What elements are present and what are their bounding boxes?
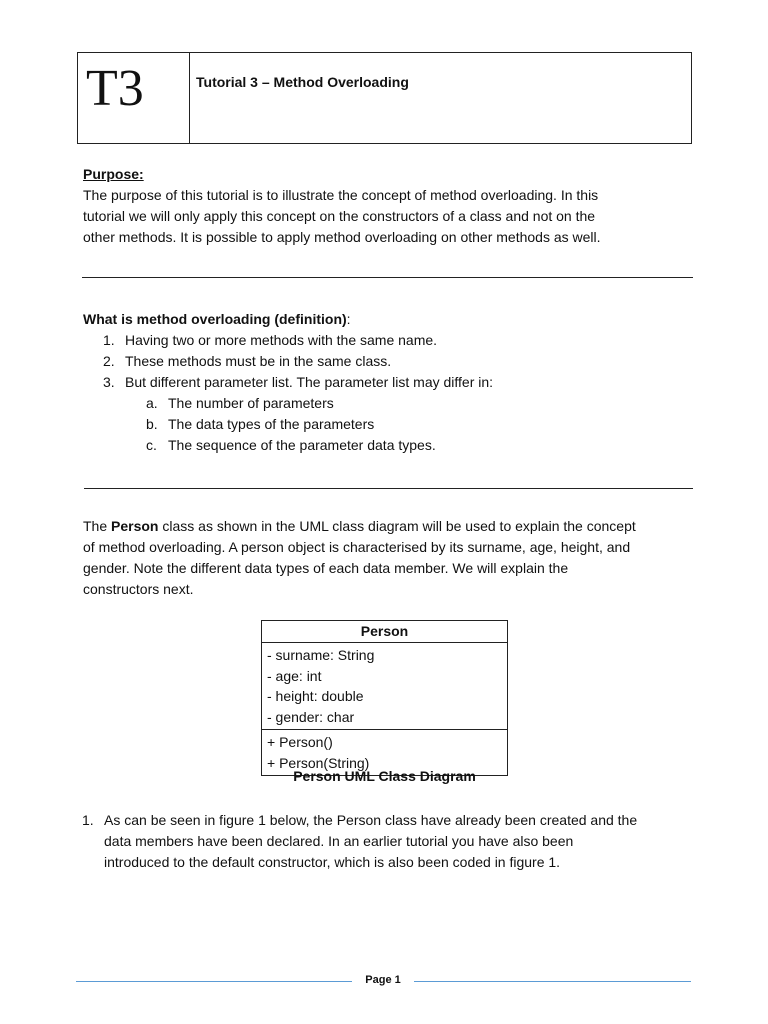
- intro-line: of method overloading. A person object is characterised by its surname, age, height, and: [83, 539, 631, 555]
- step-list: [83, 810, 637, 873]
- list-item: b. The data types of the parameters: [146, 416, 375, 432]
- footer-rule-right: [414, 981, 691, 982]
- page-number: Page 1: [365, 974, 401, 986]
- purpose-line: tutorial we will only apply this concept on the constructors of a class and not on the: [83, 208, 596, 224]
- uml-attributes: [262, 643, 507, 730]
- list-item: 1. Having two or more methods with the same name.: [103, 332, 438, 348]
- uml-attribute: - age: int: [267, 667, 322, 684]
- uml-attribute: - height: double: [267, 688, 364, 704]
- list-item: c. The sequence of the parameter data types.: [146, 437, 436, 453]
- definition-list: [83, 330, 493, 393]
- intro-line: gender. Note the different data types of each data member. We will explain the: [83, 560, 569, 576]
- list-item: 1. As can be seen in figure 1 below, the Person class have already been created and the data members have been declared. In an earlier tutorial you have also been introduced to the default constructor, which is also been coded in figure 1.: [82, 812, 638, 870]
- uml-method: + Person(String): [267, 754, 370, 771]
- list-item: 2. These methods must be in the same class.: [103, 353, 392, 369]
- definition-section: [83, 309, 493, 456]
- list-item: 3. But different parameter list. The parameter list may differ in:: [103, 374, 494, 390]
- definition-sublist: [83, 393, 493, 456]
- intro-line: constructors next.: [83, 581, 194, 597]
- purpose-heading: Purpose:: [83, 166, 144, 182]
- tutorial-title: Tutorial 3 – Method Overloading: [196, 74, 409, 90]
- uml-attribute: - gender: char: [267, 708, 355, 725]
- intro-section: [83, 516, 636, 600]
- uml-class-name: Person: [262, 621, 507, 643]
- purpose-section: [83, 164, 601, 248]
- purpose-line: The purpose of this tutorial is to illustrate the concept of method overloading. In this: [83, 187, 599, 203]
- uml-attribute: - surname: String: [267, 647, 375, 663]
- tutorial-code: T3: [78, 53, 190, 143]
- section-divider: [82, 277, 693, 278]
- step-1-section: [83, 810, 637, 873]
- list-item: a. The number of parameters: [146, 395, 334, 411]
- section-divider: [84, 488, 693, 489]
- header-box: [77, 52, 692, 144]
- footer-rule-left: [76, 981, 352, 982]
- intro-line: The Person class as shown in the UML class diagram will be used to explain the concept: [83, 518, 636, 534]
- purpose-line: other methods. It is possible to apply method overloading on other methods as well.: [83, 229, 601, 245]
- definition-heading: What is method overloading (definition):: [83, 311, 351, 327]
- uml-method: + Person(): [267, 734, 333, 750]
- uml-caption: Person UML Class Diagram: [293, 768, 476, 784]
- uml-class-diagram: [261, 620, 508, 776]
